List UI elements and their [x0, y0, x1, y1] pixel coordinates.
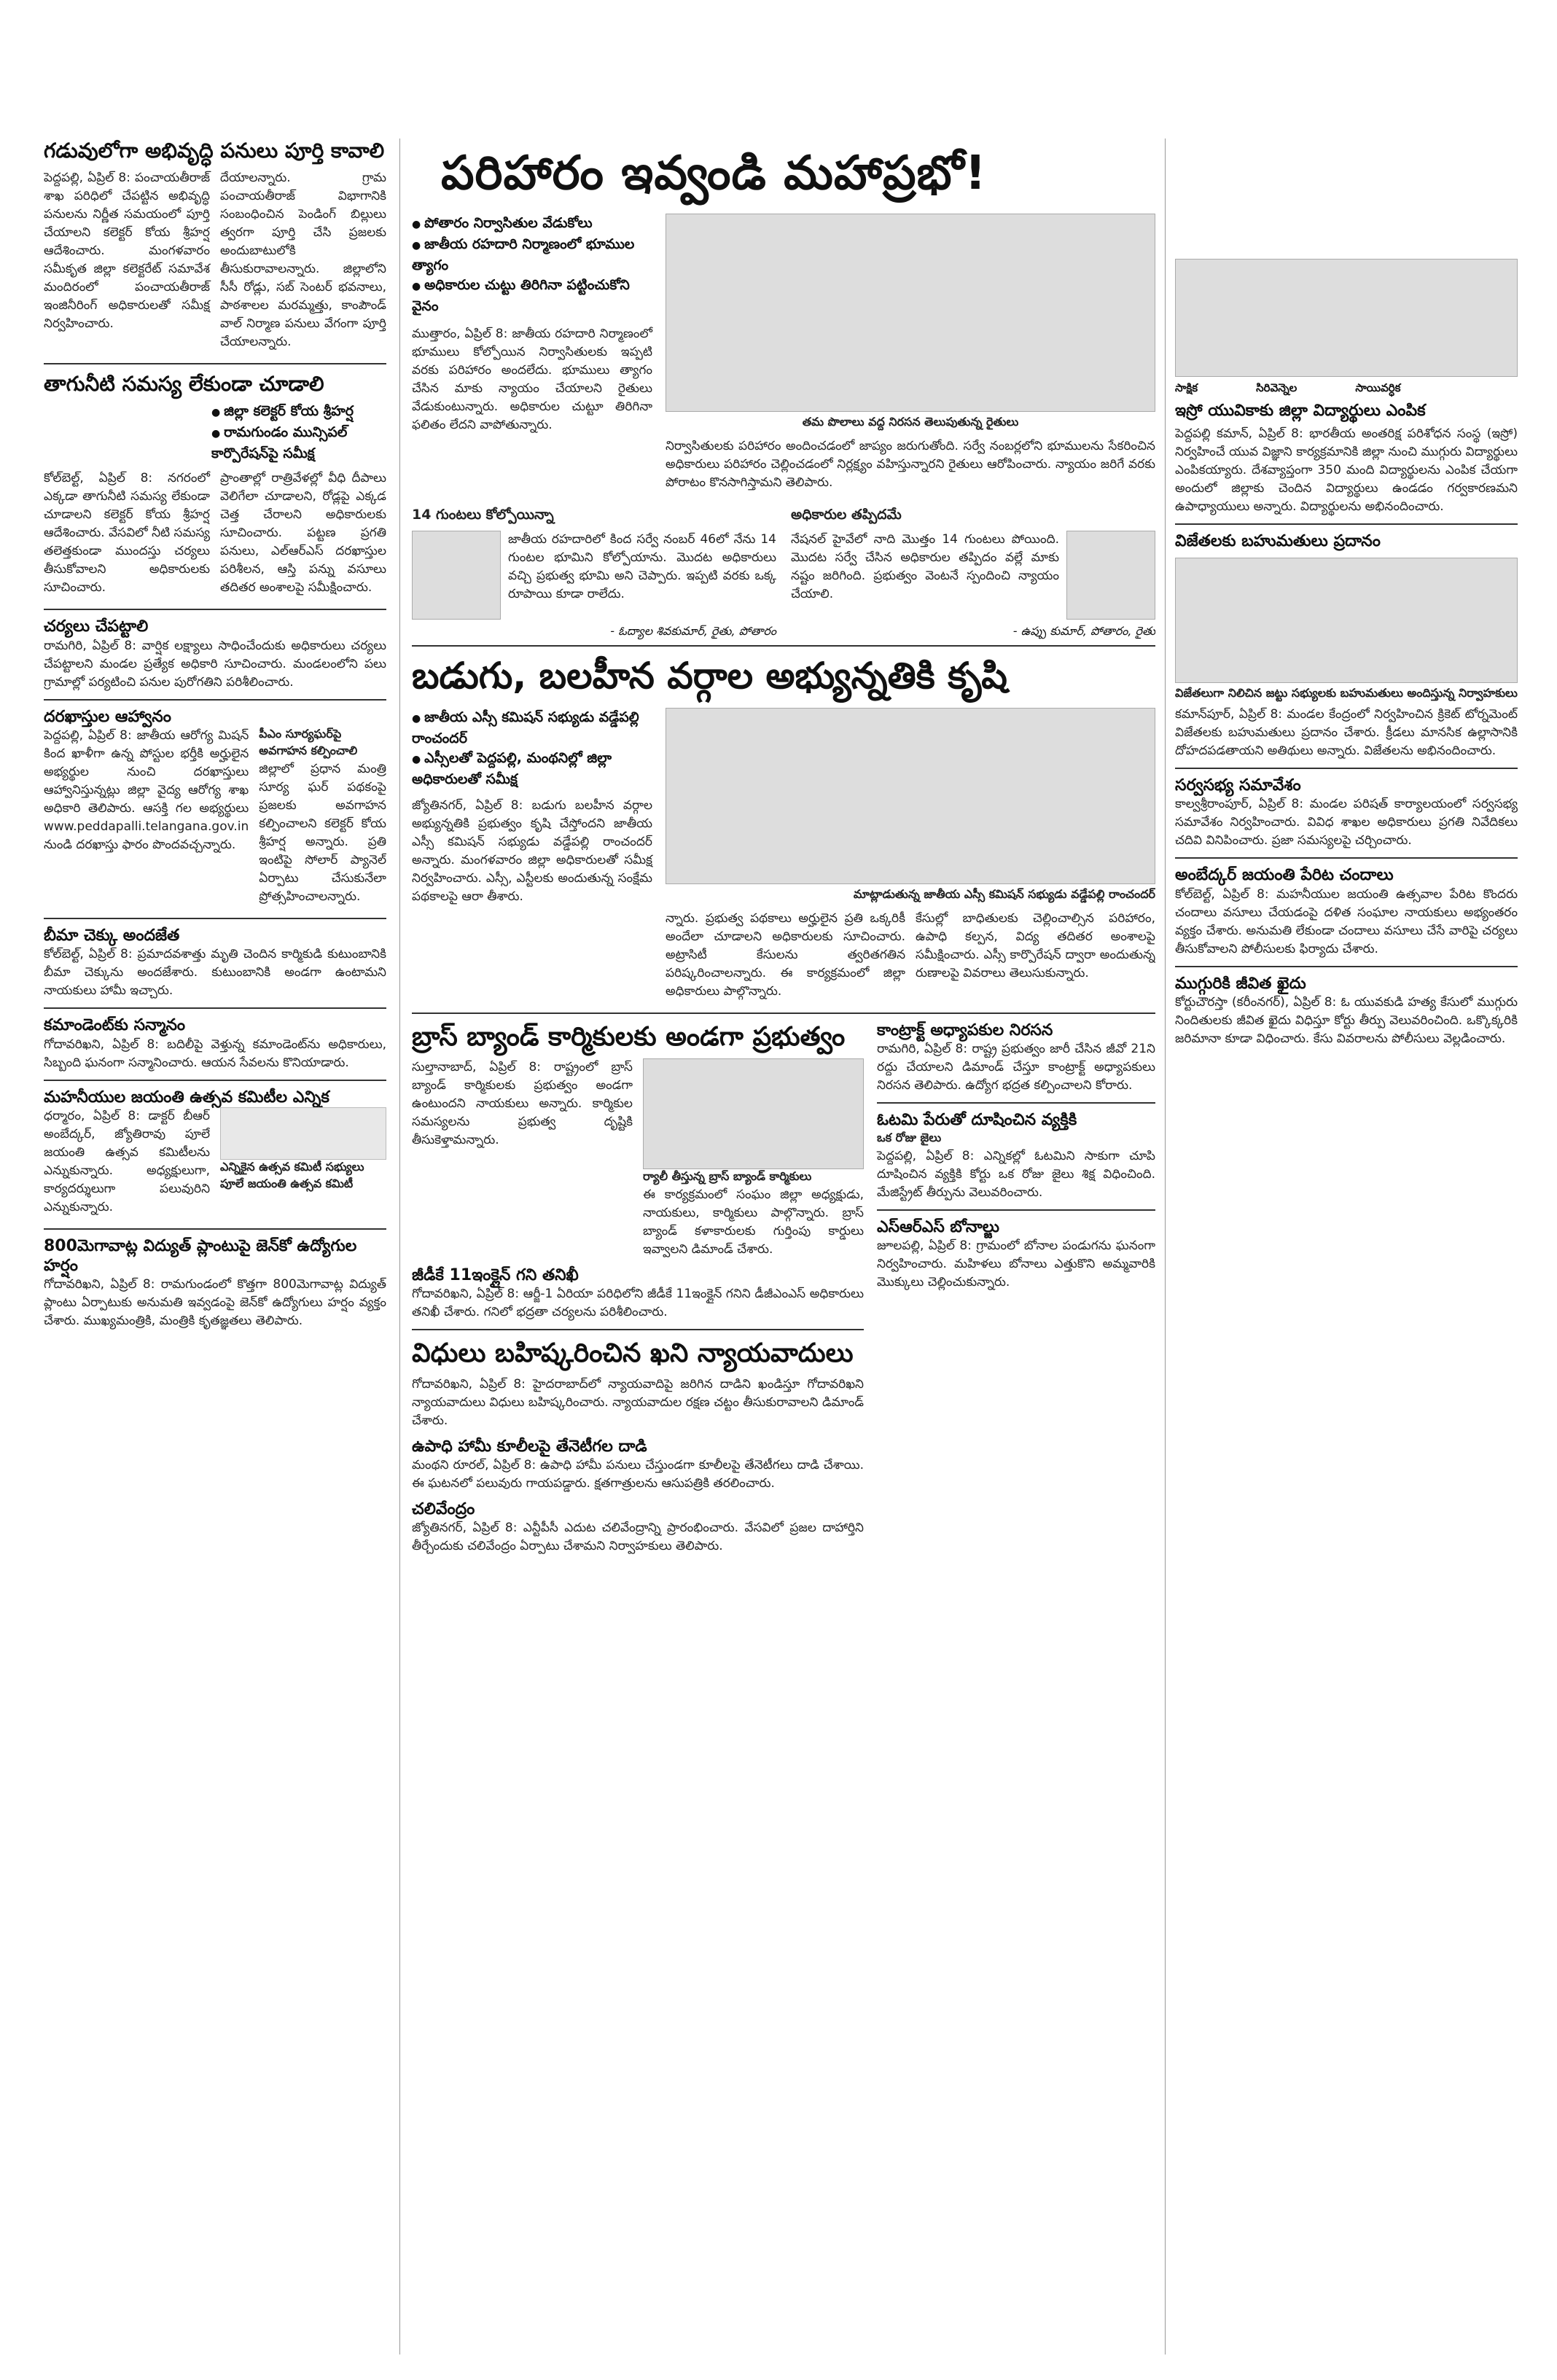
sub-headline: పూలే జయంతి ఉత్సవ కమిటీ — [220, 1177, 354, 1191]
divider — [412, 1013, 1155, 1014]
article-text: జూలపల్లి, ఏప్రిల్ 8: గ్రామంలో బోనాల పండుగను ఘనంగా నిర్వహించారు. మహిళలు బోనాలు ఎత్తుకొని అమ్మవారికి మొక్కులు చెల్లించుకున్నారు. — [877, 1238, 1155, 1290]
photo-caption: తమ పొలాలు వద్ద నిరసన తెలుపుతున్న రైతులు — [802, 414, 1019, 429]
headline-brass-band: బ్రాస్ బ్యాండ్ కార్మికులకు అండగా ప్రభుత్వం — [412, 1021, 846, 1052]
divider — [44, 699, 386, 701]
article-text: కాల్వశ్రీరాంపూర్, ఏప్రిల్ 8: మండల పరిషత్ కార్యాలయంలో సర్వసభ్య సమావేశం నిర్వహించారు. వివిధ శాఖల అధికారులు ప్రగతి నివేదికలు చదివి వినిపించారు. ప్రజా సమస్యలపై చర్చించారు. — [1175, 797, 1518, 848]
photo — [220, 1107, 386, 1160]
headline-compensation: పరిహారం ఇవ్వండి మహాప్రభో! — [441, 147, 987, 200]
article-text: జ్యోతినగర్, ఏప్రిల్ 8: ఎన్టీపీసీ ఎదుట చలివేంద్రాన్ని ప్రారంభించారు. వేసవిలో ప్రజల దాహార్తిని తీర్చేందుకు చలివేంద్రం ఏర్పాటు చేశామని నిర్వాహకులు తెలిపారు. — [412, 1521, 864, 1554]
divider — [412, 645, 1155, 647]
right-column — [1175, 259, 1518, 2351]
article-text: ధర్మారం, ఏప్రిల్ 8: డాక్టర్ బీఆర్ అంబేద్కర్, జ్యోతిరావు పూలే జయంతి ఉత్సవ కమిటీలను ఎన్నుకున్నారు. అధ్యక్షులుగా, కార్యదర్శులుగా పలువురిని ఎన్నుకున్నారు. — [44, 1109, 210, 1215]
article-text: గోదావరిఖని, ఏప్రిల్ 8: ఆర్జీ-1 ఏరియా పరిధిలోని జీడీకే 11ఇంక్లైన్ గనిని డీజీఎంఎస్ అధికారులు తనిఖీ చేశారు. గనిలో భద్రతా చర్యలను పరిశీలించారు. — [412, 1287, 864, 1320]
divider — [412, 1329, 864, 1330]
article-text: జ్యోతినగర్, ఏప్రిల్ 8: బడుగు బలహీన వర్గాల అభ్యున్నతికి ప్రభుత్వం కృషి చేస్తోందని జాతీయ ఎస్సీ కమిషన్ సభ్యుడు వడ్డేపల్లి రాంచందర్ అన్నారు. మంగళవారం జిల్లా అధికారులతో సమీక్ష నిర్వహించారు. ఎస్సీ, ఎస్టీలకు అందుతున్న సంక్షేమ పథకాలపై ఆరా తీశారు. — [412, 797, 652, 904]
divider — [44, 1080, 386, 1081]
byline: - ఓద్యాల శివకుమార్, రైతు, పోతారం — [610, 623, 776, 638]
sub-headline: అధికారుల తప్పిదమే — [791, 506, 902, 523]
headline-lawyers-boycott: విధులు బహిష్కరించిన ఖని న్యాయవాదులు — [412, 1338, 854, 1369]
headline-mine-inspection: జీడీకే 11ఇంక్లైన్ గని తనిఖీ — [412, 1265, 579, 1284]
headline-power-plant: 800మెగావాట్ల విద్యుత్ ప్లాంటుపై జెన్‌కో ఉద్యోగుల హర్షం — [44, 1237, 357, 1275]
divider — [44, 1228, 386, 1230]
article-text: రామగిరి, ఏప్రిల్ 8: రాష్ట్ర ప్రభుత్వం జారీ చేసిన జీవో 21ని రద్దు చేయాలని డిమాండ్ చేస్తూ కాంట్రాక్ట్ అధ్యాపకులు నిరసన తెలిపారు. ఉద్యోగ భద్రత కల్పించాలని కోరారు. — [877, 1042, 1155, 1093]
article-text: పెద్దపల్లి, ఏప్రిల్ 8: జాతీయ ఆరోగ్య మిషన్ కింద ఖాళీగా ఉన్న పోస్టుల భర్తీకి అర్హులైన అభ్యర్థుల నుంచి దరఖాస్తులు ఆహ్వానిస్తున్నట్లు జిల్లా వైద్య ఆరోగ్య శాఖ అధికారి తెలిపారు. ఆసక్తి గల అభ్యర్థులు www.peddapalli.telangana.gov.in నుండి దరఖాస్తు ఫారం పొందవచ్చన్నారు. — [44, 727, 249, 852]
headline-water-booth: చలివేంద్రం — [412, 1499, 475, 1518]
portrait-photo — [1066, 531, 1155, 620]
photo-farmers-protest — [666, 214, 1155, 412]
article-text: పెద్దపల్లి, ఏప్రిల్ 8: ఎన్నికల్లో ఓటమిని సాకుగా చూపి దూషించిన వ్యక్తికి కోర్టు ఒక రోజు జైలు శిక్ష విధించింది. మేజిస్ట్రేట్ తీర్పును వెలువరించారు. — [877, 1148, 1155, 1200]
photo-label: సిరివెన్నెల — [1256, 381, 1298, 394]
photo-cricket-winners — [1175, 558, 1518, 683]
bullet-item: ● ఎస్సీలతో పెద్దపల్లి, మంథనిల్లో జిల్లా అధికారులతో సమీక్ష — [412, 749, 652, 789]
bullet-item: ● పోతారం నిర్వాసితుల వేడుకోలు — [412, 214, 652, 235]
article-text: కోర్టుచౌరస్తా (కరీంనగర్), ఏప్రిల్ 8: ఓ యువకుడి హత్య కేసులో ముగ్గురు నిందితులకు జీవిత ఖైదు విధిస్తూ కోర్టు తీర్పు వెలువరించింది. ఒక్కొక్కరికి జరిమానా కూడా విధించారు. కేసు వివరాలను పోలీసులు వెల్లడించారు. — [1175, 994, 1518, 1046]
photo-label: సాక్షిక — [1175, 381, 1198, 394]
photo-caption: ర్యాలీ తీస్తున్న బ్రాస్ బ్యాండ్ కార్మికులు — [643, 1168, 812, 1183]
article-text: మంథని రూరల్, ఏప్రిల్ 8: ఉపాధి హామీ పనులు చేస్తుండగా కూలీలపై తేనెటీగలు దాడి చేశాయి. ఈ ఘటనలో పలువురు గాయపడ్డారు. క్షతగాత్రులను ఆసుపత్రికి తరలించారు. — [412, 1457, 864, 1491]
photo-label: సాయివర్ధిక — [1355, 381, 1401, 394]
article-text: జాతీయ రహదారిలో కింద సర్వే నంబర్ 46లో నేను 14 గుంటల భూమిని కోల్పోయాను. మొదట అధికారులు వచ్చి ప్రభుత్వ భూమి అని చెప్పారు. ఇప్పటి వరకు ఒక్క రూపాయి కూడా రాలేదు. — [508, 531, 776, 601]
article-text: పెద్దపల్లి, ఏప్రిల్ 8: పంచాయతీరాజ్ శాఖ పరిధిలో చేపట్టిన అభివృద్ధి పనులను నిర్ణీత సమయంలో పూర్తి చేయాలని కలెక్టర్ కోయ శ్రీహర్ష ఆదేశించారు. మంగళవారం సమీకృత జిల్లా కలెక్టరేట్ సమావేశ మందిరంలో పంచాయతీరాజ్ ఇంజినీరింగ్ అధికారులతో సమీక్ష నిర్వహించారు. — [44, 170, 210, 331]
bullet-list — [412, 708, 652, 789]
headline-life-imprisonment: ముగ్గురికి జీవిత ఖైదు — [1175, 974, 1306, 993]
divider — [877, 1102, 1155, 1104]
divider — [44, 918, 386, 919]
article-text: కమాన్‌పూర్, ఏప్రిల్ 8: మండల కేంద్రంలో నిర్వహించిన క్రికెట్ టోర్నమెంట్ విజేతలకు బహుమతులు ప్రదానం చేశారు. క్రీడలు మానసిక ఉల్లాసానికి దోహదపడతాయని అతిథులు అన్నారు. విజేతలను అభినందించారు. — [1175, 706, 1518, 758]
divider — [1175, 966, 1518, 967]
photo-labels — [1175, 381, 1518, 397]
center-column — [412, 138, 1155, 2354]
bullet-item: ● రామగుండం మున్సిపల్ కార్పొరేషన్‌పై సమీక్ష — [211, 423, 386, 464]
article-text: ముత్తారం, ఏప్రిల్ 8: జాతీయ రహదారి నిర్మాణంలో భూములు కోల్పోయిన నిర్వాసితులకు ఇప్పటి వరకు పరిహారం అందలేదు. భూములు త్యాగం చేసిన మాకు న్యాయం చేయాలని రైతులు వేడుకుంటున్నారు. అధికారుల చుట్టూ తిరిగినా ఫలితం లేదని వాపోతున్నారు. — [412, 326, 652, 432]
bullet-item: ● జాతీయ ఎస్సీ కమిషన్ సభ్యుడు వడ్డేపల్లి రాంచందర్ — [412, 708, 652, 749]
article-text: కోల్‌బెల్ట్, ఏప్రిల్ 8: నగరంలో ఎక్కడా తాగునీటి సమస్య లేకుండా చూడాలని కలెక్టర్ కోయ శ్రీహర్ష ఆదేశించారు. వేసవిలో నీటి సమస్య తలెత్తకుండా ముందస్తు చర్యలు తీసుకోవాలని అధికారులకు సూచించారు. — [44, 471, 210, 596]
bullet-item: ● అధికారుల చుట్టు తిరిగినా పట్టించుకోని వైనం — [412, 276, 652, 316]
divider — [877, 1209, 1155, 1211]
divider — [1175, 523, 1518, 525]
headline-donations: అంబేద్కర్ జయంతి పేరిట చందాలు — [1175, 866, 1394, 885]
article-text: నిర్వాసితులకు పరిహారం అందించడంలో జాప్యం జరుగుతోంది. సర్వే నంబర్లలోని భూములను సేకరించిన అధికారులు పరిహారం చెల్లించడంలో నిర్లక్ష్యం వహిస్తున్నారని రైతులు ఆరోపించారు. న్యాయం జరిగే వరకు పోరాటం కొనసాగిస్తామని తెలిపారు. — [666, 438, 1155, 490]
headline-commandant-felicitation: కమాండెంట్‌కు సన్మానం — [44, 1016, 186, 1035]
headline-jail-sentence: ఓటమి పేరుతో దూషించిన వ్యక్తికి — [877, 1111, 1077, 1130]
portrait-photo — [412, 531, 501, 620]
headline-actions: చర్యలు చేపట్టాలి — [44, 617, 149, 636]
headline-upliftment: బడుగు, బలహీన వర్గాల అభ్యున్నతికి కృషి — [412, 654, 1007, 697]
column-rule — [1165, 138, 1166, 2354]
article-text: కేసుల్లో బాధితులకు చెల్లించాల్సిన పరిహారం, ఉపాధి కల్పన, విద్య తదితర అంశాలపై సమీక్షించారు. ఎస్సీ కార్పొరేషన్ ద్వారా అందుతున్న రుణాలపై వివరాలు తెలుసుకున్నారు. — [916, 910, 1155, 980]
article-text: ప్రాంతాల్లో రాత్రివేళల్లో వీధి దీపాలు వెలిగేలా చూడాలని, రోడ్లపై ఎక్కడ చెత్త చేరాలని అధికారులకు సూచించారు. పట్టణ ప్రగతి పనులు, ఎల్ఆర్ఎస్ దరఖాస్తుల పరిశీలన, ఆస్తి పన్ను వసూలు తదితర అంశాలపై సమీక్షించారు. — [220, 471, 386, 596]
byline: - ఉప్పు కుమార్, పోతారం, రైతు — [1012, 623, 1155, 638]
headline-prizes: విజేతలకు బహుమతులు ప్రదానం — [1175, 532, 1381, 551]
headline-general-meeting: సర్వసభ్య సమావేశం — [1175, 776, 1301, 795]
headline-drinking-water: తాగునీటి సమస్య లేకుండా చూడాలి — [44, 371, 324, 396]
divider — [1175, 768, 1518, 769]
headline-insurance-cheque: బీమా చెక్కు అందజేత — [44, 926, 180, 945]
photo-caption: ఎన్నికైన ఉత్సవ కమిటీ సభ్యులు — [220, 1160, 364, 1174]
sub-headline: 14 గుంటలు కోల్పోయిన్నా — [412, 506, 554, 523]
headline-contract-lecturers: కాంట్రాక్ట్ అధ్యాపకుల నిరసన — [877, 1021, 1053, 1039]
column-rule — [399, 138, 400, 2354]
headline-bonalu: ఎస్ఆర్ఎస్ బోనాల్జు — [877, 1217, 999, 1236]
left-column — [44, 138, 386, 2354]
article-text: జిల్లాలో ప్రధాన మంత్రి సూర్య ఘర్ పథకంపై ప్రజలకు అవగాహన కల్పించాలని కలెక్టర్ కోయ శ్రీహర్ష అన్నారు. ప్రతి ఇంటిపై సోలార్ ప్యానెల్ ఏర్పాటు చేసుకునేలా ప్రోత్సహించాలన్నారు. — [259, 761, 386, 904]
photo-brass-band-rally — [643, 1058, 864, 1169]
article-text: గోదావరిఖని, ఏప్రిల్ 8: బదిలీపై వెళ్తున్న కమాండెంట్‌ను అధికారులు, సిబ్బంది ఘనంగా సన్మానించారు. ఆయన సేవలను కొనియాడారు. — [44, 1037, 386, 1070]
sub-headline: పీఎం సూర్యఘర్‌పై అవగాహన కల్పించాలి — [259, 726, 358, 757]
photo-commission-meeting — [666, 708, 1155, 884]
headline-bee-attack: ఉపాధి హామీ కూలీలపై తేనెటీగల దాడి — [412, 1437, 647, 1456]
headline-jayanti-committee: మహనీయుల జయంతి ఉత్సవ కమిటీల ఎన్నిక — [44, 1088, 329, 1107]
article-text: దేయాలన్నారు. గ్రామ పంచాయతీరాజ్ విభాగానికి సంబంధించిన పెండింగ్ బిల్లులు త్వరగా పూర్తి చేసి ప్రజలకు అందుబాటులోకి తీసుకురావాలన్నారు. జిల్లాలోని సీసీ రోడ్లు, సబ్ సెంటర్ భవనాలు, పాఠశాలల మరమ్మత్తు, కాంపౌండ్ వాల్ నిర్మాణ పనులు వేగంగా పూర్తి చేయాలన్నారు. — [220, 170, 386, 349]
divider — [1175, 857, 1518, 859]
article-text: కోల్‌బెల్ట్, ఏప్రిల్ 8: ప్రమాదవశాత్తు మృతి చెందిన కార్మికుడి కుటుంబానికి బీమా చెక్కును అందజేశారు. కుటుంబానికి అండగా ఉంటామని నాయకులు హామీ ఇచ్చారు. — [44, 947, 386, 999]
article-text: రామగిరి, ఏప్రిల్ 8: వార్షిక లక్ష్యాలు సాధించేందుకు అధికారులు చర్యలు చేపట్టాలని మండల ప్రత్యేక అధికారి సూచించారు. మండలంలోని పలు గ్రామాల్లో పర్యటించి పనుల పురోగతిని పరిశీలించారు. — [44, 638, 386, 690]
article-text: పెద్దపల్లి కమాన్, ఏప్రిల్ 8: భారతీయ అంతరిక్ష పరిశోధన సంస్థ (ఇస్రో) నిర్వహించే యువ విజ్ఞాని కార్యక్రమానికి జిల్లా నుంచి ముగ్గురు విద్యార్థులు ఎంపికయ్యారు. దేశవ్యాప్తంగా 350 మంది విద్యార్థులను ఎంపిక చేయగా అందులో జిల్లాకు చెందిన విద్యార్థులు ఉండడం గర్వకారణమని ఉపాధ్యాయులు అన్నారు. విద్యార్థులను అభినందించారు. — [1175, 426, 1518, 515]
photo-caption: విజేతలుగా నిలిచిన జట్టు సభ్యులకు బహుమతులు అందిస్తున్న నిర్వాహకులు — [1175, 685, 1518, 700]
bullet-item: ● జిల్లా కలెక్టర్ కోయ శ్రీహర్ష — [211, 402, 386, 423]
sub-headline: ఒక రోజు జైలు — [877, 1130, 942, 1144]
photo-students — [1175, 259, 1518, 377]
divider — [44, 363, 386, 364]
headline-development-works: గడువులోగా అభివృద్ధి పనులు పూర్తి కావాలి — [44, 138, 385, 163]
bullet-list — [412, 214, 652, 316]
article-text: కోల్‌బెల్ట్, ఏప్రిల్ 8: మహనీయుల జయంతి ఉత్సవాల పేరిట కొందరు చందాలు వసూలు చేయడంపై దళిత సంఘాల నాయకులు అభ్యంతరం వ్యక్తం చేశారు. అనుమతి లేకుండా చందాలు వసూలు చేసే వారిపై చర్యలు తీసుకోవాలని పోలీసులకు ఫిర్యాదు చేశారు. — [1175, 886, 1518, 956]
headline-applications: దరఖాస్తుల ఆహ్వానం — [44, 707, 171, 726]
article-text: నేషనల్ హైవేలో నాది మొత్తం 14 గుంటలు పోయింది. మొదట సర్వే చేసిన అధికారుల తప్పిదం వల్లే మాకు నష్టం జరిగింది. ప్రభుత్వం వెంటనే స్పందించి న్యాయం చేయాలి. — [791, 531, 1059, 601]
headline-isro-yuvika: ఇస్రో యువికాకు జిల్లా విద్యార్థులు ఎంపిక — [1175, 402, 1426, 420]
divider — [44, 1007, 386, 1009]
article-text: సుల్తానాబాద్, ఏప్రిల్ 8: రాష్ట్రంలో బ్రాస్ బ్యాండ్ కార్మికులకు ప్రభుత్వం అండగా ఉంటుందని నాయకులు అన్నారు. కార్మికుల సమస్యలను ప్రభుత్వ దృష్టికి తీసుకెళ్తామన్నారు. — [412, 1059, 633, 1147]
article-text: ఈ కార్యక్రమంలో సంఘం జిల్లా అధ్యక్షుడు, నాయకులు, కార్మికులు పాల్గొన్నారు. బ్రాస్ బ్యాండ్ కళాకారులకు గుర్తింపు కార్డులు ఇవ్వాలని డిమాండ్ చేశారు. — [643, 1187, 864, 1257]
article-text: గోదావరిఖని, ఏప్రిల్ 8: హైదరాబాద్‌లో న్యాయవాదిపై జరిగిన దాడిని ఖండిస్తూ గోదావరిఖని న్యాయవాదులు విధులు బహిష్కరించారు. న్యాయవాదుల రక్షణ చట్టం తీసుకురావాలని డిమాండ్ చేశారు. — [412, 1376, 864, 1428]
bullet-list — [211, 402, 386, 464]
bullet-item: ● జాతీయ రహదారి నిర్మాణంలో భూముల త్యాగం — [412, 235, 652, 276]
article-text: న్నారు. ప్రభుత్వ పథకాలు అర్హులైన ప్రతి ఒక్కరికీ అందేలా చూడాలని అధికారులకు సూచించారు. అట్రాసిటీ కేసులను త్వరితగతిన పరిష్కరించాలన్నారు. ఈ కార్యక్రమంలో జిల్లా అధికారులు పాల్గొన్నారు. — [666, 910, 905, 999]
divider — [44, 609, 386, 610]
photo-caption: మాట్లాడుతున్న జాతీయ ఎస్సీ కమిషన్ సభ్యుడు వడ్డేపల్లి రాంచందర్ — [853, 886, 1155, 901]
article-text: గోదావరిఖని, ఏప్రిల్ 8: రామగుండంలో కొత్తగా 800మెగావాట్ల విద్యుత్ ప్లాంటు ఏర్పాటుకు అనుమతి ఇవ్వడంపై జెన్‌కో ఉద్యోగులు హర్షం వ్యక్తం చేశారు. ముఖ్యమంత్రికి, మంత్రికి కృతజ్ఞతలు తెలిపారు. — [44, 1276, 386, 1328]
